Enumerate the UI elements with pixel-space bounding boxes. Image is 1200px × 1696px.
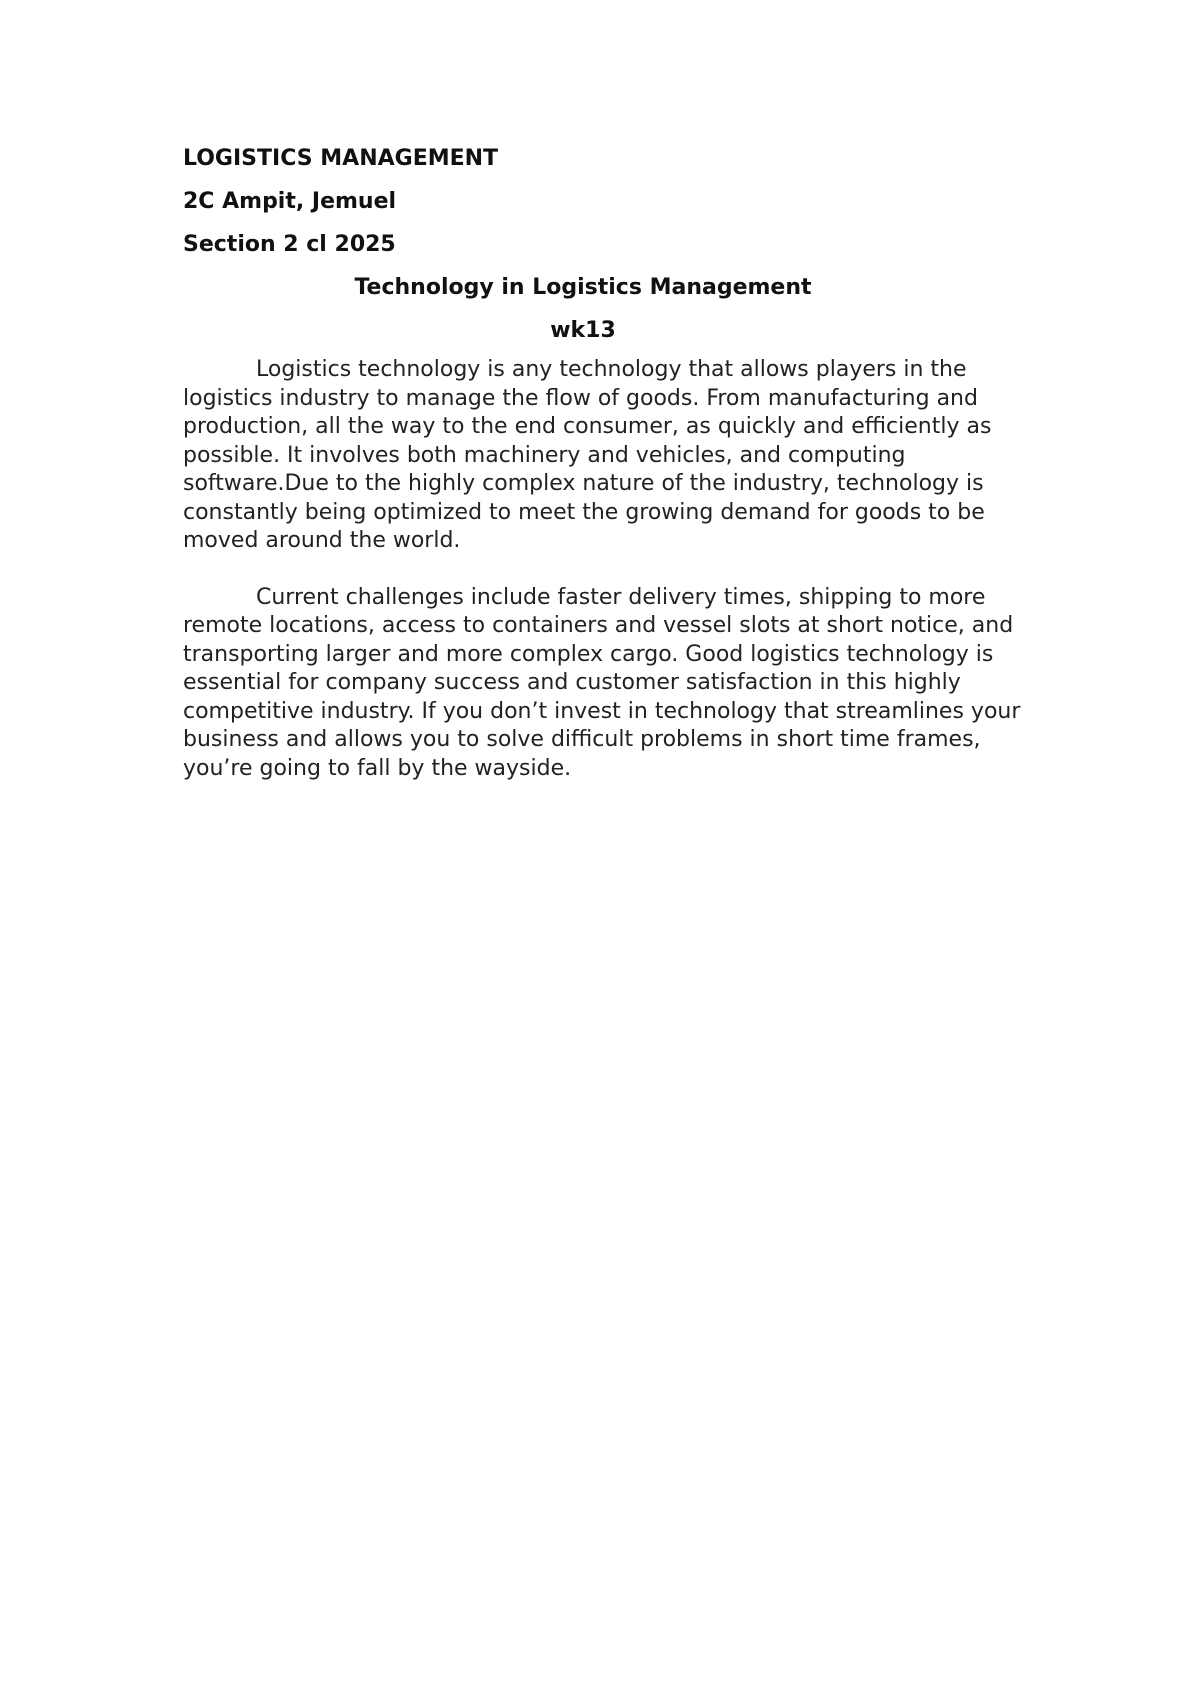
- document-body: [183, 146, 1023, 783]
- document-title: Technology in Logistics Management: [354, 275, 812, 300]
- paragraph-2: Current challenges include faster delivery times, shipping to more remote locations, access to containers and vessel slots at short notice, and transporting larger and more complex cargo. Good logistics technology is essential for company success and customer satisfaction in this highly competitive industry. If you don’t invest in technology that streamlines your business and allows you to solve difficult problems in short time frames, you’re going to fall by the wayside.: [183, 584, 1021, 781]
- section-label: Section 2 cl 2025: [183, 232, 396, 257]
- course-heading: LOGISTICS MANAGEMENT: [183, 146, 499, 171]
- paragraph-1: Logistics technology is any technology that allows players in the logistics industry to manage the flow of goods. From manufacturing and production, all the way to the end consumer, as quickly and efficiently as possible. It involves both machinery and vehicles, and computing software.Due to the highly complex nature of the industry, technology is constantly being optimized to meet the growing demand for goods to be moved around the world.: [183, 357, 992, 553]
- week-label: wk13: [550, 318, 616, 343]
- student-name: 2C Ampit, Jemuel: [183, 189, 397, 214]
